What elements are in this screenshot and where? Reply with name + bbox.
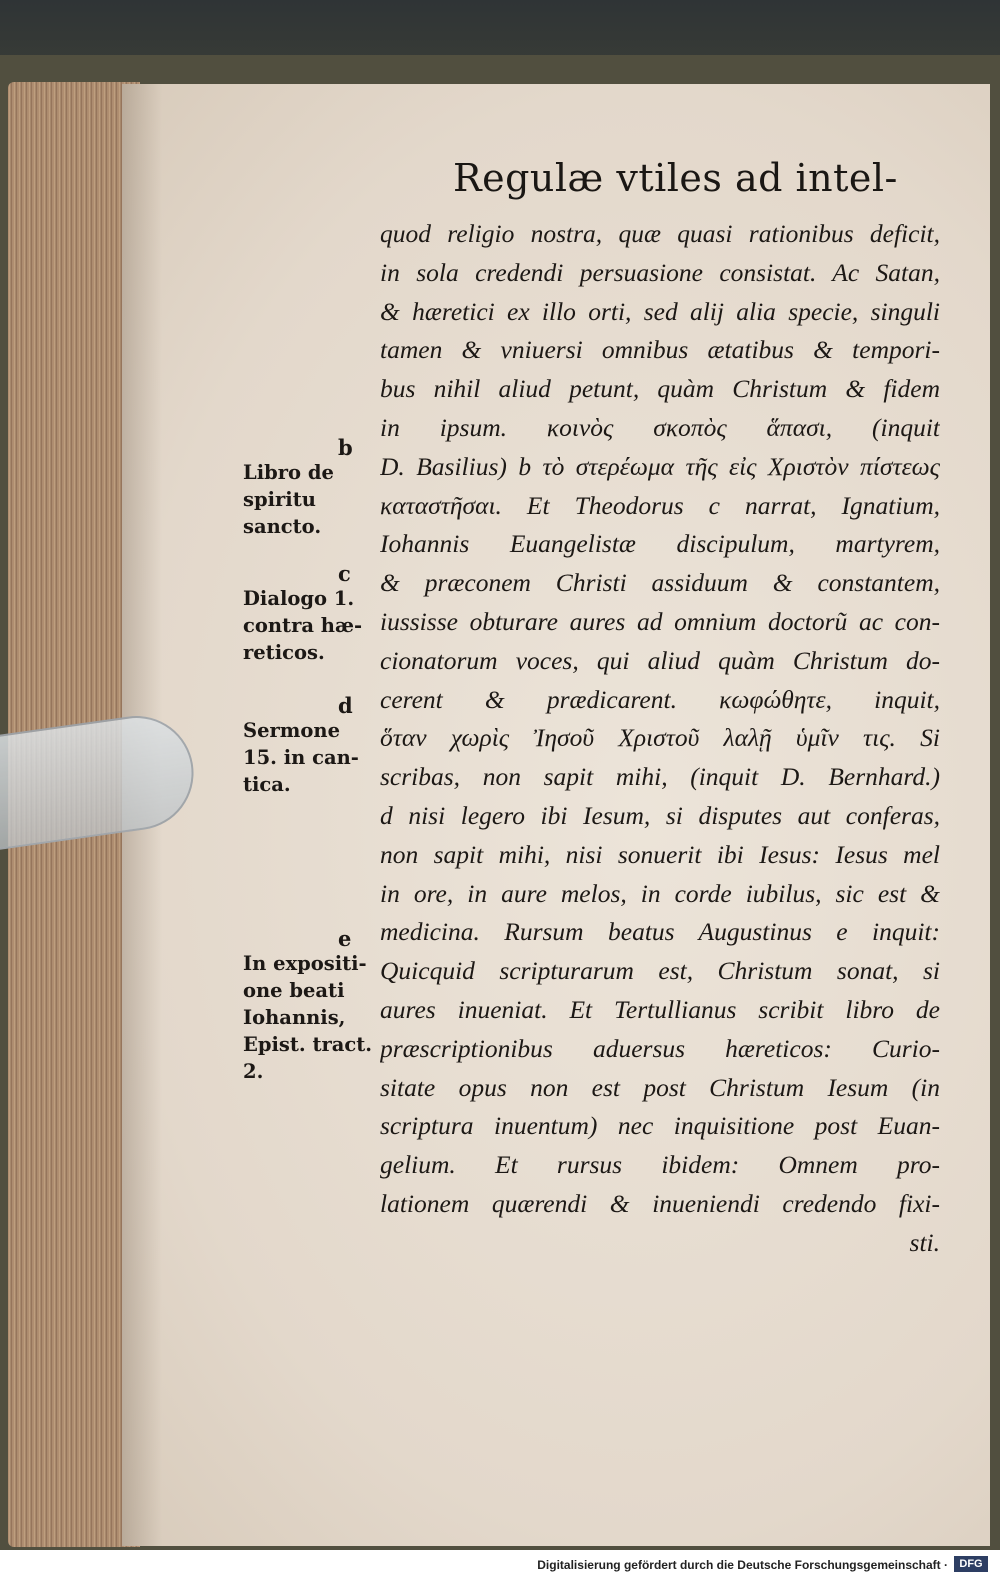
body-line: præscriptionibus aduersus hæreticos: Curio‐ <box>380 1033 940 1063</box>
note-mark: b <box>338 435 353 460</box>
note-line: In expositi‐ <box>243 952 367 975</box>
body-line: in sola credendi persuasione consistat. Ac Satan, <box>380 257 940 287</box>
note-line: 2. <box>243 1060 264 1083</box>
body-line: & hæretici ex illo orti, sed alij alia specie, singuli <box>380 296 940 326</box>
body-line: καταστῆσαι. Et Theodorus c narrat, Ignatium, <box>380 490 940 520</box>
body-line: ὅταν χωρὶς Ἰησοῦ Χριστοῦ λαλῇ ὑμῖν τις. Si <box>380 723 940 753</box>
body-line: d nisi legero ibi Iesum, si disputes aut conferas, <box>380 800 940 830</box>
body-line: lationem quærendi & inueniendi credendo fixi‐ <box>380 1188 940 1218</box>
dfg-logo: DFG <box>954 1556 988 1572</box>
note-mark: c <box>338 561 351 586</box>
body-line: scribas, non sapit mihi, (inquit D. Bernhard.) <box>380 762 940 792</box>
note-line: tica. <box>243 773 291 796</box>
body-line: cerent & prædicarent. κωφώθητε, inquit, <box>380 684 940 714</box>
margin-note-c <box>243 563 378 666</box>
body-line: in ipsum. κοινὸς σκοπὸς ἅπασι, (inquit <box>380 412 940 442</box>
note-line: Dialogo 1. <box>243 587 355 610</box>
footer-credit: Digitalisierung gefördert durch die Deutsche Forschungsgemeinschaft · <box>537 1558 948 1572</box>
note-line: Iohannis, <box>243 1006 346 1029</box>
running-head: Regulæ vtiles ad intel‐ <box>453 156 898 200</box>
body-text <box>380 215 940 1263</box>
body-line: Quicquid scripturarum est, Christum sonat, si <box>380 956 940 986</box>
body-line: bus nihil aliud petunt, quàm Christum & fidem <box>380 374 940 404</box>
body-line: & præconem Christi assiduum & constantem, <box>380 568 940 598</box>
body-line: iussisse obturare aures ad omnium doctorũ ac con‐ <box>380 606 940 636</box>
note-line: contra hæ‐ <box>243 614 363 637</box>
note-line: one beati <box>243 979 345 1002</box>
body-line: tamen & vniuersi omnibus ætatibus & tempori‐ <box>380 335 940 365</box>
body-line: Iohannis Euangelistæ discipulum, martyrem, <box>380 529 940 559</box>
note-line: Sermone <box>243 719 340 742</box>
body-line: non sapit mihi, nisi sonuerit ibi Iesus: Iesus mel <box>380 839 940 869</box>
body-line: gelium. Et rursus ibidem: Omnem pro‐ <box>380 1150 940 1180</box>
note-line: 15. in can‐ <box>243 746 359 769</box>
body-line: scriptura inuentum) nec inquisitione post Euan‐ <box>380 1111 940 1141</box>
margin-note-e <box>243 928 378 1085</box>
note-mark: e <box>338 926 352 951</box>
note-line: sancto. <box>243 515 322 538</box>
body-line: medicina. Rursum beatus Augustinus e inquit: <box>380 917 940 947</box>
body-line: aures inueniat. Et Tertullianus scribit libro de <box>380 994 940 1024</box>
note-line: spiritu <box>243 488 316 511</box>
note-line: Libro de <box>243 461 334 484</box>
note-mark: d <box>338 693 353 718</box>
margin-note-d <box>243 695 378 798</box>
body-line: quod religio nostra, quæ quasi rationibus deficit, <box>380 219 940 248</box>
body-line: D. Basilius) b τὸ στερέωμα τῆς εἰς Χριστὸν πίστεως <box>380 451 940 481</box>
note-line: Epist. tract. <box>243 1033 373 1056</box>
body-line: sti. <box>909 1227 940 1257</box>
body-line: in ore, in aure melos, in corde iubilus, sic est & <box>380 878 940 908</box>
margin-note-b <box>243 437 378 540</box>
note-line: reticos. <box>243 641 325 664</box>
body-line: cionatorum voces, qui aliud quàm Christum do‐ <box>380 645 940 675</box>
body-line: sitate opus non est post Christum Iesum (in <box>380 1072 940 1102</box>
